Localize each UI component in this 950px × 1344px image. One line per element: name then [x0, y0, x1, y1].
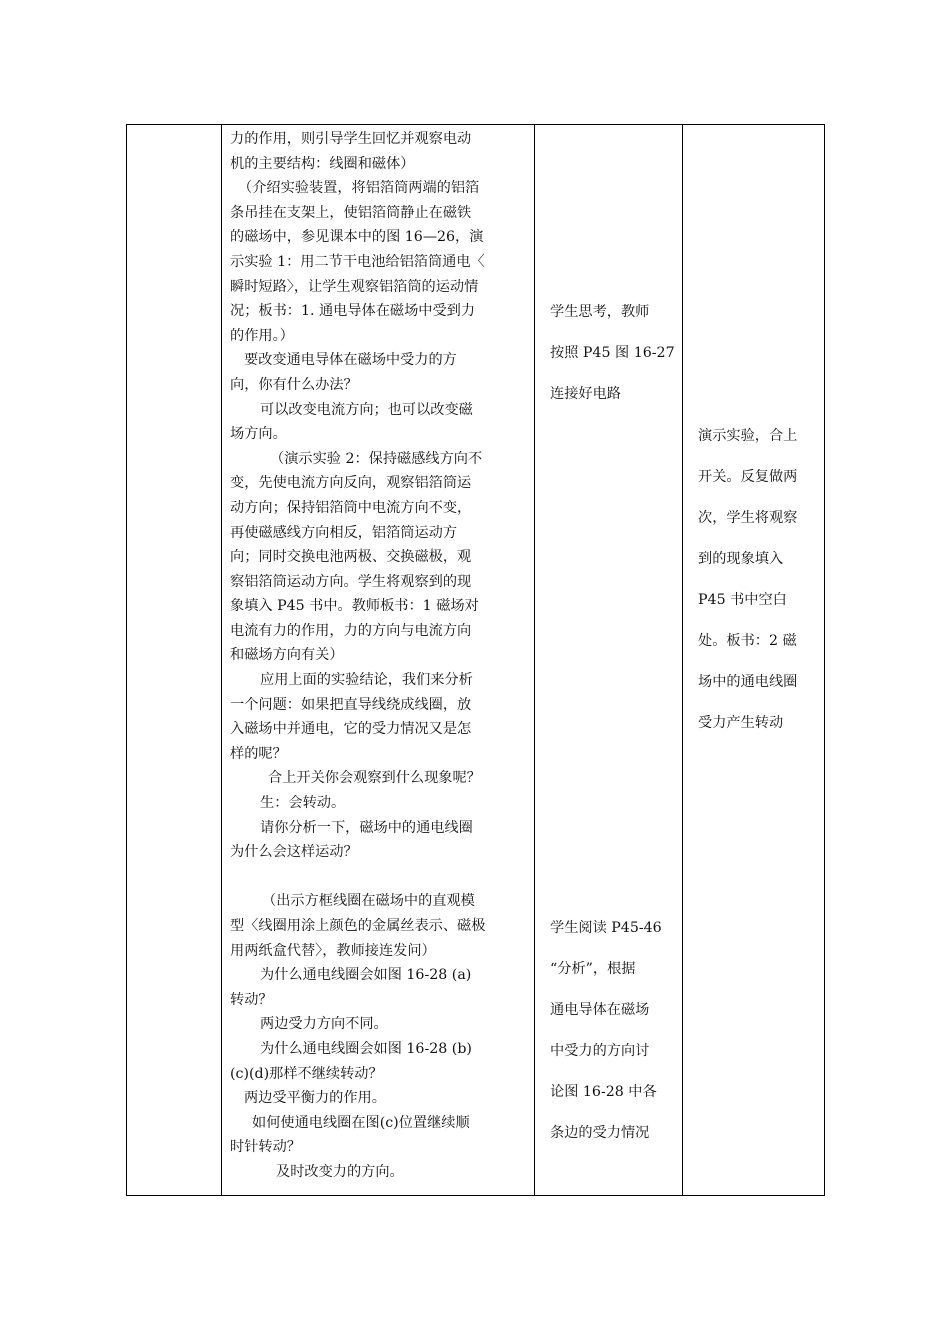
text-line: 机的主要结构：线圈和磁体）: [230, 155, 415, 172]
text-line: 场中的通电线圈: [698, 674, 798, 690]
text-line: 的作用。）: [230, 327, 294, 344]
text-line: 和磁场方向有关）: [230, 647, 344, 664]
text-line: 合上开关你会观察到什么现象呢？: [268, 770, 481, 787]
text-line: 条边的受力情况: [550, 1125, 650, 1141]
student-activity-text-bottom: [542, 908, 691, 1154]
text-line: 再使磁感线方向相反，铝箔筒运动方: [230, 524, 458, 541]
text-line: 连接好电路: [550, 386, 621, 402]
text-line: 应用上面的实验结论，我们来分析: [260, 672, 473, 689]
text-line: 样的呢？: [230, 745, 287, 762]
text-line: 力的作用，则引导学生回忆并观察电动: [230, 131, 472, 147]
text-line: 型〈线圈用涂上颜色的金属丝表示、磁极: [230, 918, 486, 934]
text-line: 入磁场中并通电，它的受力情况又是怎: [230, 721, 472, 738]
text-line: 按照 P45 图 16-27: [550, 345, 675, 361]
text-line: 两边受平衡力的作用。: [244, 1090, 386, 1107]
text-line: “分析”，根据: [550, 961, 636, 977]
text-line: 如何使通电线圈在图(c)位置继续顺: [252, 1114, 470, 1131]
text-line: 可以改变电流方向；也可以改变磁: [260, 401, 473, 418]
text-line: 向，你有什么办法？: [230, 376, 358, 393]
text-line: 次，学生将观察: [698, 510, 798, 526]
text-line: 动方向；保持铝箔筒中电流方向不变，: [230, 499, 472, 516]
text-line: （介绍实验装置，将铝箔筒两端的铝箔: [238, 180, 480, 197]
text-line: 受力产生转动: [698, 715, 784, 731]
text-line: 到的现象填入: [698, 551, 784, 567]
text-line: 学生思考，教师: [550, 304, 650, 320]
text-line: 瞬时短路〉，让学生观察铝箔筒的运动情: [230, 278, 479, 295]
text-line: 学生阅读 P45-46: [550, 920, 662, 936]
text-line: 生：会转动。: [260, 795, 346, 812]
text-line: 变，先使电流方向反向，观察铝箔筒运: [230, 475, 472, 492]
text-line: 向；同时交换电池两极、交换磁极，观: [230, 549, 472, 566]
text-line: P45 书中空白: [698, 592, 787, 608]
text-line: 的磁场中，参见课本中的图 16—26，演: [230, 229, 484, 246]
text-line: [230, 865, 529, 890]
teaching-process-text: [222, 125, 534, 1185]
text-line: 场方向。: [230, 426, 287, 443]
text-line: 演示实验，合上: [698, 428, 798, 444]
text-line: 电流有力的作用，力的方向与电流方向: [230, 622, 472, 639]
text-line: 转动？: [230, 991, 273, 1008]
text-line: (c)(d)那样不继续转动？: [230, 1065, 383, 1082]
text-line: 通电导体在磁场: [550, 1002, 650, 1018]
text-line: 及时改变力的方向。: [276, 1163, 404, 1180]
student-activity-text-top: [542, 292, 691, 415]
teaching-process-cell: [222, 125, 535, 1196]
text-line: 两边受力方向不同。: [260, 1016, 388, 1033]
text-line: 为什么通电线圈会如图 16-28 (a): [260, 967, 472, 984]
demo-notes-text: [690, 416, 833, 744]
text-line: 条吊挂在支架上，使铝箔筒静止在磁铁: [230, 204, 472, 221]
text-line: 时针转动？: [230, 1139, 301, 1156]
text-line: 请你分析一下，磁场中的通电线圈: [260, 819, 473, 836]
text-line: （演示实验 2：保持磁感线方向不: [270, 450, 483, 467]
text-line: 况；板书：1. 通电导体在磁场中受到力: [230, 303, 476, 320]
text-line: 要改变通电导体在磁场中受力的方: [244, 352, 457, 369]
text-line: 象填入 P45 书中。教师板书：1 磁场对: [230, 598, 479, 615]
blank-left-column: [127, 125, 222, 1196]
text-line: （出示方框线圈在磁场中的直观模: [262, 893, 475, 910]
text-line: 开关。反复做两: [698, 469, 798, 485]
text-line: 用两纸盒代替〉，教师接连发问）: [230, 942, 436, 959]
text-line: 为什么通电线圈会如图 16-28 (b): [260, 1040, 472, 1057]
text-line: 中受力的方向讨: [550, 1043, 650, 1059]
text-line: 察铝箔筒运动方向。学生将观察到的现: [230, 573, 472, 590]
text-line: 示实验 1：用二节干电池给铝箔筒通电〈: [230, 253, 485, 270]
text-line: 为什么会这样运动？: [230, 844, 358, 861]
text-line: 处。板书：2 磁: [698, 633, 797, 649]
text-line: 一个问题：如果把直导线绕成线圈，放: [230, 696, 472, 713]
text-line: 论图 16-28 中各: [550, 1084, 657, 1100]
